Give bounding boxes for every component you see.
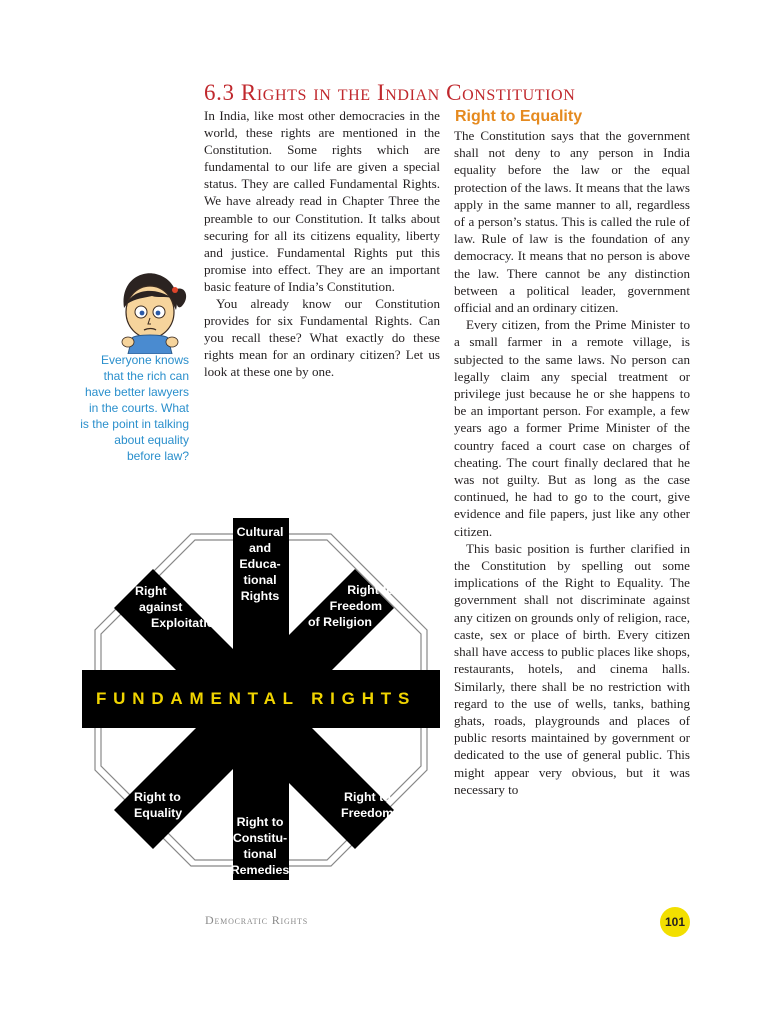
page-number-badge: 101 bbox=[660, 907, 690, 937]
label-line: Right bbox=[135, 584, 167, 598]
label-line: against bbox=[139, 600, 183, 614]
label-right-to-freedom-of-religion bbox=[306, 582, 394, 630]
intro-paragraph: You already know our Constitution provides for six Fundamental Rights. Can you recall these? What exactly do these rights mean for an ordinary citizen? Let us look at these one by one. bbox=[204, 296, 440, 380]
label-line: Right to bbox=[344, 790, 391, 804]
section-heading: Right to Equality bbox=[455, 108, 583, 125]
label-right-to-freedom bbox=[336, 789, 396, 821]
girl-cartoon-icon bbox=[110, 268, 192, 354]
label-line: Cultural bbox=[236, 525, 284, 539]
body-paragraph: Every citizen, from the Prime Minister to a small farmer in a remote village, is subjected to the same laws. No person can legally claim any special treatment or privilege just because he or she happens to be an important person. For example, a few years ago a former Prime Minister of the country faced a court case on charges of cheating. The court finally declared that he was not guilty. But as long as the case continued, he had to go to the court, give evidence and file papers, just like any other citizen. bbox=[454, 317, 690, 539]
label-right-to-equality bbox=[134, 789, 194, 821]
label-line: Equality bbox=[134, 806, 183, 820]
label-line: Freedom bbox=[341, 806, 394, 820]
intro-paragraph: In India, like most other democracies in the world, these rights are mentioned in the Constitution. Some rights which are fundamental to our life are given a special status. They are called Fundamental Rights. We have already read in Chapter Three the preamble to our Constitution. It talks about securing for all its citizens equality, liberty and justice. Fundamental Rights put this promise into effect. They are an important basic feature of India’s Constitution. bbox=[204, 108, 440, 294]
label-line: Freedom bbox=[329, 599, 382, 613]
label-line: Constitu- bbox=[232, 831, 288, 845]
sidenote-question: Everyone knows that the rich can have better lawyers in the courts. What is the point in talking about equality before law? bbox=[80, 353, 189, 463]
label-line: Right to bbox=[134, 790, 181, 804]
body-paragraph: The Constitution says that the government shall not deny to any person in India equality before the law or the equal protection of the laws. It means that the laws apply in the same manner to all, regardless of a person’s status. This is called the rule of law. Rule of law is the foundation of any democracy. It means that no person is above the law. There cannot be any distinction between a political leader, government official and an ordinary citizen. bbox=[454, 128, 690, 316]
section-title bbox=[204, 80, 674, 110]
label-right-to-constitutional-remedies bbox=[229, 814, 291, 878]
label-line: tional bbox=[243, 847, 277, 861]
intro-column bbox=[204, 107, 440, 381]
label-line: tional bbox=[243, 573, 277, 587]
fundamental-rights-label: FUNDAMENTAL RIGHTS bbox=[96, 689, 417, 708]
footer-chapter-label: Democratic Rights bbox=[205, 913, 309, 927]
label-line: and bbox=[248, 541, 272, 555]
label-line: Right to bbox=[236, 815, 284, 829]
label-right-against-exploitation bbox=[133, 583, 223, 631]
label-line: Rights bbox=[240, 589, 280, 603]
body-paragraph: This basic position is further clarified in the Constitution by spelling out some implications of the Right to Equality. The government shall not discriminate against any citizen on grounds only of religion, race, caste, sex or place of birth. Every citizen shall have access to public places like shops, restaurants, hotels, and cinema halls. Similarly, there shall be no restriction with regard to the use of wells, tanks, bathing ghats, roads, playgrounds and places of public resorts maintained by government or dedicated to the use of general public. This might appear very obvious, but it was necessary to bbox=[454, 540, 690, 797]
label-line: Right to bbox=[347, 583, 394, 597]
section-number: 6.3 bbox=[204, 80, 235, 105]
label-line: of Religion bbox=[307, 615, 372, 629]
label-line: Educa- bbox=[239, 557, 281, 571]
label-line: Remedies bbox=[230, 863, 290, 877]
equality-column bbox=[454, 127, 690, 798]
section-title-text: Rights in the Indian Constitution bbox=[240, 80, 576, 105]
label-cultural-educational-rights bbox=[236, 524, 284, 604]
label-line: Exploitation bbox=[151, 616, 222, 630]
